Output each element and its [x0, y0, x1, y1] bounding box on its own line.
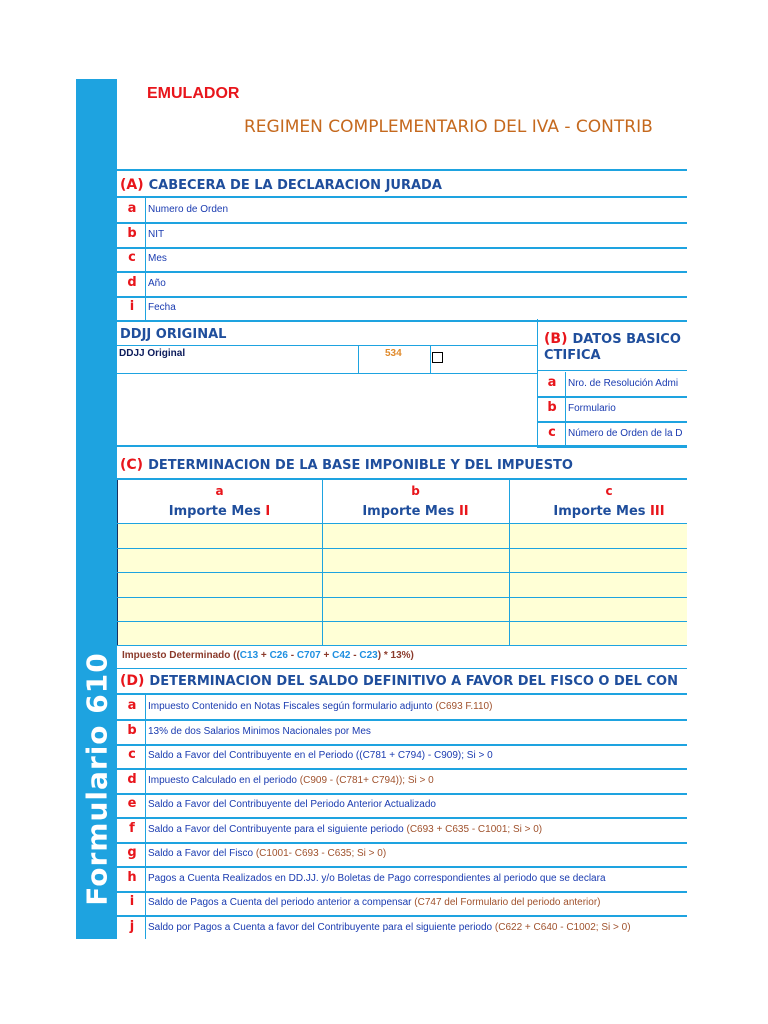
section-d-row[interactable] — [117, 720, 687, 746]
section-a-row[interactable] — [117, 198, 687, 224]
row-letter: g — [127, 845, 137, 860]
row-label: Saldo a Favor del Fisco (C1001- C693 - C635; Si > 0) — [145, 842, 386, 866]
emulator-label: EMULADOR — [147, 85, 240, 102]
section-a-header: (A) CABECERA DE LA DECLARACION JURADA — [120, 177, 442, 193]
col-c-header: Importe Mes III — [553, 504, 665, 519]
col-b-inputs[interactable] — [323, 524, 509, 646]
row-label: Formulario — [565, 397, 616, 421]
section-a-row[interactable] — [117, 272, 687, 298]
impuesto-determinado: Impuesto Determinado ((C13 + C26 - C707 + C42 - C23) * 13%) — [122, 650, 414, 661]
row-letter: c — [128, 250, 136, 265]
row-formula: (C622 + C640 - C1002; Si > 0) — [492, 921, 631, 933]
col-a-letter: a — [215, 484, 224, 498]
row-letter: i — [129, 894, 135, 909]
row-letter: b — [547, 400, 557, 415]
section-d-row[interactable] — [117, 891, 687, 917]
col-b-letter: b — [411, 484, 420, 498]
row-label: 13% de dos Salarios Minimos Nacionales por Mes — [145, 720, 371, 744]
row-letter: e — [127, 796, 137, 811]
row-letter: b — [127, 722, 137, 738]
col-c-inputs[interactable] — [510, 524, 687, 646]
row-label: Número de Orden de la D — [565, 422, 683, 446]
row-label: Mes — [145, 247, 167, 271]
row-formula: (C1001- C693 - C635; Si > 0) — [253, 848, 387, 859]
section-d-row[interactable] — [117, 867, 687, 893]
row-letter: a — [127, 201, 137, 216]
section-d-row[interactable] — [117, 744, 687, 770]
col-a-inputs[interactable] — [118, 524, 322, 646]
sidebar-band — [76, 79, 117, 939]
section-a-row[interactable] — [117, 223, 687, 249]
row-formula: (C693 F.110) — [432, 701, 493, 712]
row-letter: i — [129, 299, 135, 314]
row-label: Impuesto Calculado en el periodo (C909 - (C781+ C794)); Si > 0 — [145, 769, 434, 793]
page-title: REGIMEN COMPLEMENTARIO DEL IVA - CONTRIB — [244, 117, 653, 137]
form-sheet — [117, 79, 687, 939]
row-letter: c — [548, 425, 556, 440]
row-letter: h — [127, 869, 137, 885]
section-d-row[interactable] — [117, 769, 687, 795]
row-label: Nro. de Resolución Admi — [565, 372, 678, 396]
row-label: NIT — [145, 223, 164, 247]
row-label: Numero de Orden — [145, 198, 228, 222]
col-c-letter: c — [605, 484, 613, 498]
section-d-row[interactable] — [117, 818, 687, 844]
row-label: Fecha — [145, 296, 176, 320]
row-letter: j — [129, 918, 135, 934]
section-d-row[interactable] — [117, 842, 687, 868]
form-title-vertical: Formulario 610 — [80, 652, 113, 906]
section-c-table — [117, 480, 687, 646]
section-b-header: (B) DATOS BASICO — [544, 331, 681, 347]
row-label: Saldo a Favor del Contribuyente del Periodo Anterior Actualizado — [145, 793, 436, 817]
row-letter: b — [127, 225, 137, 241]
section-d-header: (D) DETERMINACION DEL SALDO DEFINITIVO A FAVOR DEL FISCO O DEL CON — [120, 673, 678, 689]
row-label: Saldo por Pagos a Cuenta a favor del Contribuyente para el siguiente periodo (C622 + C640 - C1002; Si > 0) — [145, 916, 631, 940]
row-label: Año — [145, 272, 166, 296]
section-a-row[interactable] — [117, 296, 687, 322]
row-letter: d — [127, 274, 137, 290]
title-divider — [117, 169, 687, 171]
section-d-row[interactable] — [117, 793, 687, 819]
row-letter: d — [127, 771, 137, 787]
ddjj-original-label: DDJJ Original — [119, 348, 186, 359]
row-label: Saldo a Favor del Contribuyente en el Periodo ((C781 + C794) - C909); Si > 0 — [145, 744, 493, 768]
row-formula: (C747 del Formulario del periodo anterior) — [411, 897, 601, 908]
row-label: Pagos a Cuenta Realizados en DD.JJ. y/o Boletas de Pago correspondientes al periodo que se declara — [145, 867, 606, 891]
section-b-row[interactable] — [537, 397, 687, 423]
ddjj-code: 534 — [385, 348, 402, 359]
ddjj-header: DDJJ ORIGINAL — [120, 327, 227, 342]
row-letter: f — [129, 820, 135, 836]
row-letter: c — [128, 747, 136, 762]
section-c-header: (C) DETERMINACION DE LA BASE IMPONIBLE Y DEL IMPUESTO — [120, 457, 573, 473]
ddjj-original-checkbox[interactable] — [432, 352, 443, 363]
row-label: Impuesto Contenido en Notas Fiscales según formulario adjunto (C693 F.110) — [145, 695, 492, 719]
section-b-header-line2: CTIFICA — [544, 348, 601, 363]
section-a-row[interactable] — [117, 247, 687, 273]
row-label: Saldo de Pagos a Cuenta del periodo anterior a compensar (C747 del Formulario del periodo anterior) — [145, 891, 601, 915]
section-b-row[interactable] — [537, 372, 687, 398]
row-label: Saldo a Favor del Contribuyente para el siguiente periodo (C693 + C635 - C1001; Si > 0) — [145, 818, 542, 842]
section-d-row[interactable] — [117, 695, 687, 721]
section-d-row[interactable] — [117, 916, 687, 940]
col-b-header: Importe Mes II — [362, 504, 469, 519]
row-letter: a — [547, 375, 557, 390]
col-a-header: Importe Mes I — [168, 504, 271, 519]
row-formula: (C693 + C635 - C1001; Si > 0) — [403, 823, 543, 835]
row-formula: (C909 - (C781+ C794)); Si > 0 — [296, 774, 434, 786]
row-letter: a — [127, 698, 137, 713]
